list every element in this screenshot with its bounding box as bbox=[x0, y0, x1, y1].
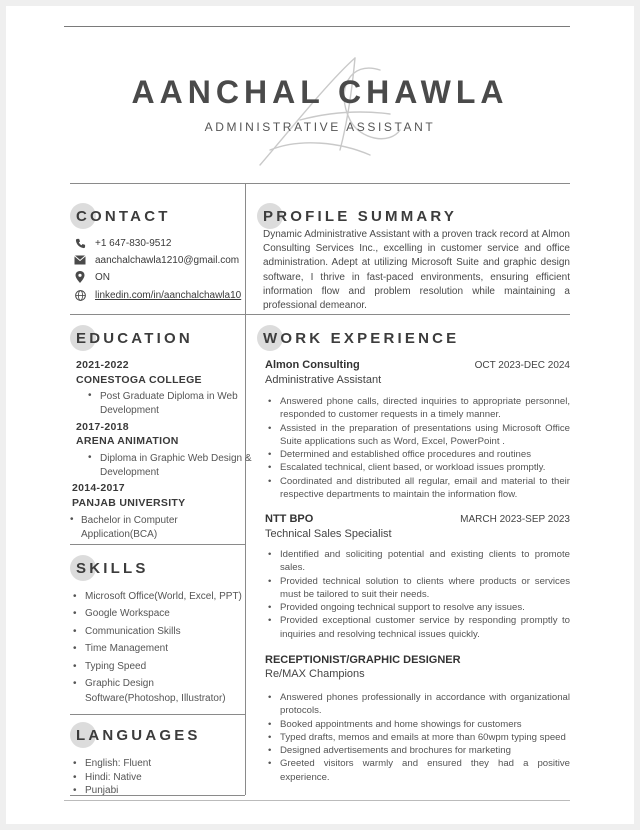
linkedin-link[interactable]: linkedin.com/in/aanchalchawla10 bbox=[95, 289, 242, 301]
work-heading: WORK EXPERIENCE bbox=[257, 325, 459, 351]
contact-heading: CONTACT bbox=[70, 203, 171, 229]
mail-icon bbox=[74, 254, 86, 266]
contact-linkedin bbox=[74, 289, 241, 301]
education-program: Bachelor in Computer bbox=[81, 515, 178, 526]
list-item: • Provided ongoing technical support to resolve any issues. bbox=[266, 601, 570, 614]
job-bullets bbox=[266, 548, 570, 641]
education-years: 2021-2022 bbox=[76, 359, 129, 371]
job-company: Almon Consulting bbox=[265, 359, 360, 371]
list-item: • Answered phone calls, directed inquiries to appropriate personnel, responded to customer requests in a timely manner. bbox=[266, 395, 570, 422]
job-company: NTT BPO bbox=[265, 513, 314, 525]
list-item: • Provided technical solution to clients where products or services must be tailored to suit their needs. bbox=[266, 575, 570, 602]
education-years: 2017-2018 bbox=[76, 421, 129, 433]
education-program-cont: Development bbox=[100, 467, 159, 478]
candidate-name: AANCHAL CHAWLA bbox=[131, 74, 509, 110]
list-item: • Microsoft Office(World, Excel, PPT) bbox=[73, 588, 242, 605]
education-program-cont: Development bbox=[100, 405, 159, 416]
job-dates: MARCH 2023-SEP 2023 bbox=[460, 514, 570, 525]
education-years: 2014-2017 bbox=[72, 482, 125, 494]
job-bullets bbox=[266, 395, 570, 501]
bottom-divider bbox=[64, 800, 570, 801]
education-program: Diploma in Graphic Web Design & bbox=[100, 453, 252, 464]
education-school: PANJAB UNIVERSITY bbox=[72, 497, 186, 509]
candidate-title: ADMINISTRATIVE ASSISTANT bbox=[204, 120, 436, 134]
phone-icon bbox=[74, 237, 86, 249]
list-item: • Determined and established office procedures and routines bbox=[266, 448, 570, 461]
globe-icon bbox=[74, 289, 86, 301]
skills-list bbox=[73, 588, 242, 692]
languages-heading: LANGUAGES bbox=[70, 722, 201, 748]
profile-summary-text: Dynamic Administrative Assistant with a proven track record at Almon Consulting Services Inc., excelling in customer service and office administration. Adept at utilizing Microsoft Suite and graphic design software, I thrive in fast-paced environments, ensuring efficient information flow and problem resolution while maintaining a professional demeanor. bbox=[263, 229, 570, 312]
list-item: • Coordinated and distributed all regular, email and material to their respective departments to maintain the information flow. bbox=[266, 475, 570, 502]
list-item: • Typing Speed bbox=[73, 658, 242, 675]
skills-continuation: Software(Photoshop, Illustrator) bbox=[85, 693, 226, 704]
list-item: • Hindi: Native bbox=[73, 771, 151, 785]
list-item: • Provided exceptional customer service by responding promptly to inquiries and resolving technical issues quickly. bbox=[266, 614, 570, 641]
job-title: Administrative Assistant bbox=[265, 374, 382, 386]
column-divider bbox=[245, 183, 246, 795]
contact-email bbox=[74, 254, 239, 266]
location-pin-icon bbox=[74, 271, 86, 283]
profile-heading: PROFILE SUMMARY bbox=[257, 203, 457, 229]
job-company: RECEPTIONIST/GRAPHIC DESIGNER bbox=[265, 654, 461, 666]
education-program: Post Graduate Diploma in Web bbox=[100, 391, 238, 402]
education-program-cont: Application(BCA) bbox=[81, 529, 158, 540]
job-title: Technical Sales Specialist bbox=[265, 528, 392, 540]
list-item: • Identified and soliciting potential and existing clients to promote sales. bbox=[266, 548, 570, 575]
list-item: • Booked appointments and home showings for customers bbox=[266, 718, 570, 731]
email-text[interactable]: aanchalchawla1210@gmail.com bbox=[95, 254, 240, 266]
skills-divider bbox=[70, 714, 245, 715]
list-item: • Communication Skills bbox=[73, 623, 242, 640]
list-item: • Greeted visitors warmly and ensured they had a positive experience. bbox=[266, 757, 570, 784]
list-item: • Typed drafts, memos and emails at more than 60wpm typing speed bbox=[266, 731, 570, 744]
list-item: • Time Management bbox=[73, 640, 242, 657]
skills-heading: SKILLS bbox=[70, 555, 149, 581]
list-item: • Answered phones professionally in accordance with organizational protocols. bbox=[266, 691, 570, 718]
education-divider bbox=[70, 544, 245, 545]
monogram-signature bbox=[240, 50, 410, 175]
education-school: ARENA ANIMATION bbox=[76, 435, 179, 447]
education-heading: EDUCATION bbox=[70, 325, 193, 351]
profile-divider bbox=[246, 314, 570, 315]
list-item: • Assisted in the preparation of presentations using Microsoft Office Suite applications such as Word, Excel, PowerPoint . bbox=[266, 422, 570, 449]
list-item: • Designed advertisements and brochures for marketing bbox=[266, 744, 570, 757]
header-divider bbox=[70, 183, 570, 184]
list-item: • English: Fluent bbox=[73, 757, 151, 771]
job-dates: OCT 2023-DEC 2024 bbox=[474, 360, 570, 371]
job-title: Re/MAX Champions bbox=[265, 668, 365, 680]
languages-list bbox=[73, 757, 151, 798]
contact-location bbox=[74, 271, 110, 283]
top-divider bbox=[64, 26, 570, 27]
list-item: • Escalated technical, client based, or workload issues promptly. bbox=[266, 461, 570, 474]
list-item: • Punjabi bbox=[73, 784, 151, 798]
contact-phone bbox=[74, 237, 171, 249]
job-bullets bbox=[266, 691, 570, 784]
location-text: ON bbox=[95, 271, 110, 283]
contact-divider bbox=[70, 314, 245, 315]
education-school: CONESTOGA COLLEGE bbox=[76, 374, 202, 386]
list-item: • Graphic Design bbox=[73, 675, 242, 692]
phone-text: +1 647-830-9512 bbox=[95, 237, 172, 249]
list-item: • Google Workspace bbox=[73, 605, 242, 622]
